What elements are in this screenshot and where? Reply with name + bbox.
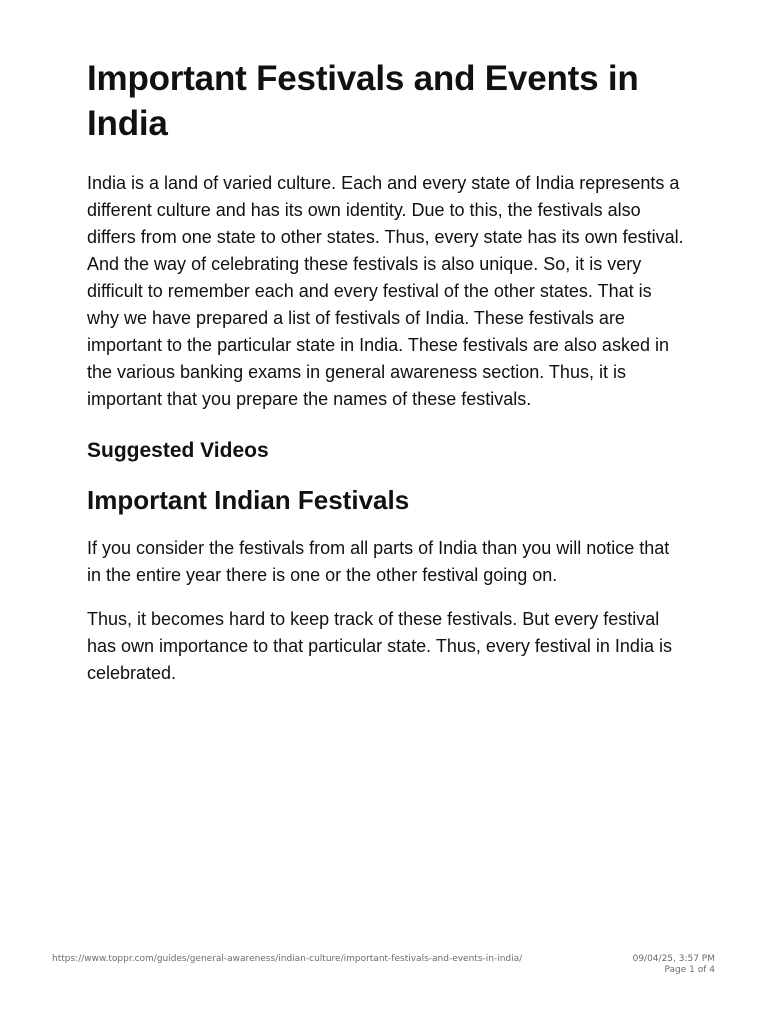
body-paragraph-1: If you consider the festivals from all parts of India than you will notice that in the entire year there is one or the other festival going on. — [87, 538, 670, 585]
body-paragraph-2: Thus, it becomes hard to keep track of these festivals. But every festival has own importance to that particular state. Thus, every festival in India is celebrated. — [87, 609, 672, 683]
footer-url: https://www.toppr.com/guides/general-awareness/indian-culture/important-festivals-and-events-in-india/ — [52, 954, 523, 964]
page-title: Important Festivals and Events in India — [87, 59, 639, 143]
footer-meta — [633, 954, 715, 976]
footer-datetime: 09/04/25, 3:57 PM — [632, 954, 715, 964]
suggested-videos-heading: Suggested Videos — [87, 439, 269, 462]
section-heading: Important Indian Festivals — [87, 485, 410, 515]
footer-page-number: Page 1 of 4 — [664, 965, 715, 975]
article-content — [87, 56, 687, 704]
intro-paragraph: India is a land of varied culture. Each and every state of India represents a different culture and has its own identity. Due to this, the festivals also differs from one state to other states. Thus, every state has its own festival. And the way of celebrating these festivals is also unique. So, it is very difficult to remember each and every festival of the other states. That is why we have prepared a list of festivals of India. These festivals are important to the particular state in India. These festivals are also asked in the various banking exams in general awareness section. Thus, it is important that you prepare the names of these festivals. — [87, 173, 684, 409]
